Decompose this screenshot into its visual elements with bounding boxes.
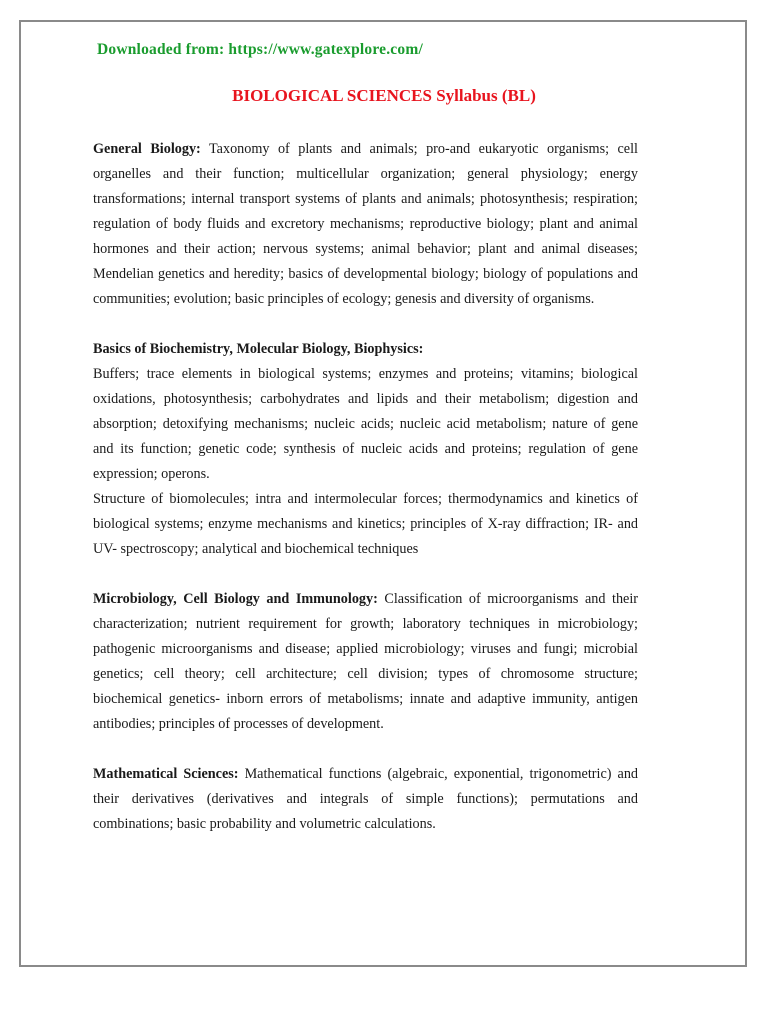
section-paragraph: [93, 587, 638, 737]
section-text: Structure of biomolecules; intra and intermolecular forces; thermodynamics and kinetics of biological systems; enzyme mechanisms and kinetics; principles of X-ray diffraction; IR- and UV- spectroscopy; analytical and biochemical techniques: [93, 491, 638, 557]
section-text: Classification of microorganisms and their characterization; nutrient requirement for growth; laboratory techniques in microbiology; pathogenic microorganisms and disease; applied microbiology; viruses and fungi; microbial genetics; cell theory; cell architecture; cell division; types of chromosome structure; biochemical genetics- inborn errors of metabolisms; innate and adaptive immunity, antigen antibodies; principles of processes of development.: [93, 591, 638, 732]
section-heading: Mathematical Sciences:: [93, 766, 239, 782]
syllabus-content: [93, 137, 638, 862]
section-text: Taxonomy of plants and animals; pro-and eukaryotic organisms; cell organelles and their function; multicellular organization; general physiology; energy transformations; internal transport systems of plants and animals; photosynthesis; respiration; regulation of body fluids and excretory mechanisms; reproductive biology; plant and animal hormones and their action; nervous systems; animal behavior; plant and animal diseases; Mendelian genetics and heredity; basics of developmental biology; biology of populations and communities; evolution; basic principles of ecology; genesis and diversity of organisms.: [93, 141, 638, 307]
section-heading: General Biology:: [93, 141, 201, 157]
section-text: Mathematical functions (algebraic, exponential, trigonometric) and their derivatives (derivatives and integrals of simple functions); permutations and combinations; basic probability and volumetric calculations.: [93, 766, 639, 832]
download-source-note: Downloaded from: https://www.gatexplore.com/: [97, 41, 423, 58]
section-paragraph: [93, 137, 638, 312]
section-microbiology: [93, 587, 638, 737]
section-heading: Basics of Biochemistry, Molecular Biology, Biophysics:: [93, 341, 424, 357]
section-mathematical-sciences: [93, 762, 638, 837]
section-general-biology: [93, 137, 638, 312]
section-heading: Microbiology, Cell Biology and Immunology:: [93, 591, 378, 607]
section-text: Buffers; trace elements in biological systems; enzymes and proteins; vitamins; biological oxidations, photosynthesis; carbohydrates and lipids and their metabolism; digestion and absorption; detoxifying mechanisms; nucleic acids; nucleic acid metabolism; nature of gene and its function; genetic code; synthesis of nucleic acids and proteins; regulation of gene expression; operons.: [93, 366, 638, 482]
section-paragraph: [93, 762, 638, 837]
page-title: BIOLOGICAL SCIENCES Syllabus (BL): [232, 86, 536, 105]
section-biochemistry: [93, 337, 638, 562]
